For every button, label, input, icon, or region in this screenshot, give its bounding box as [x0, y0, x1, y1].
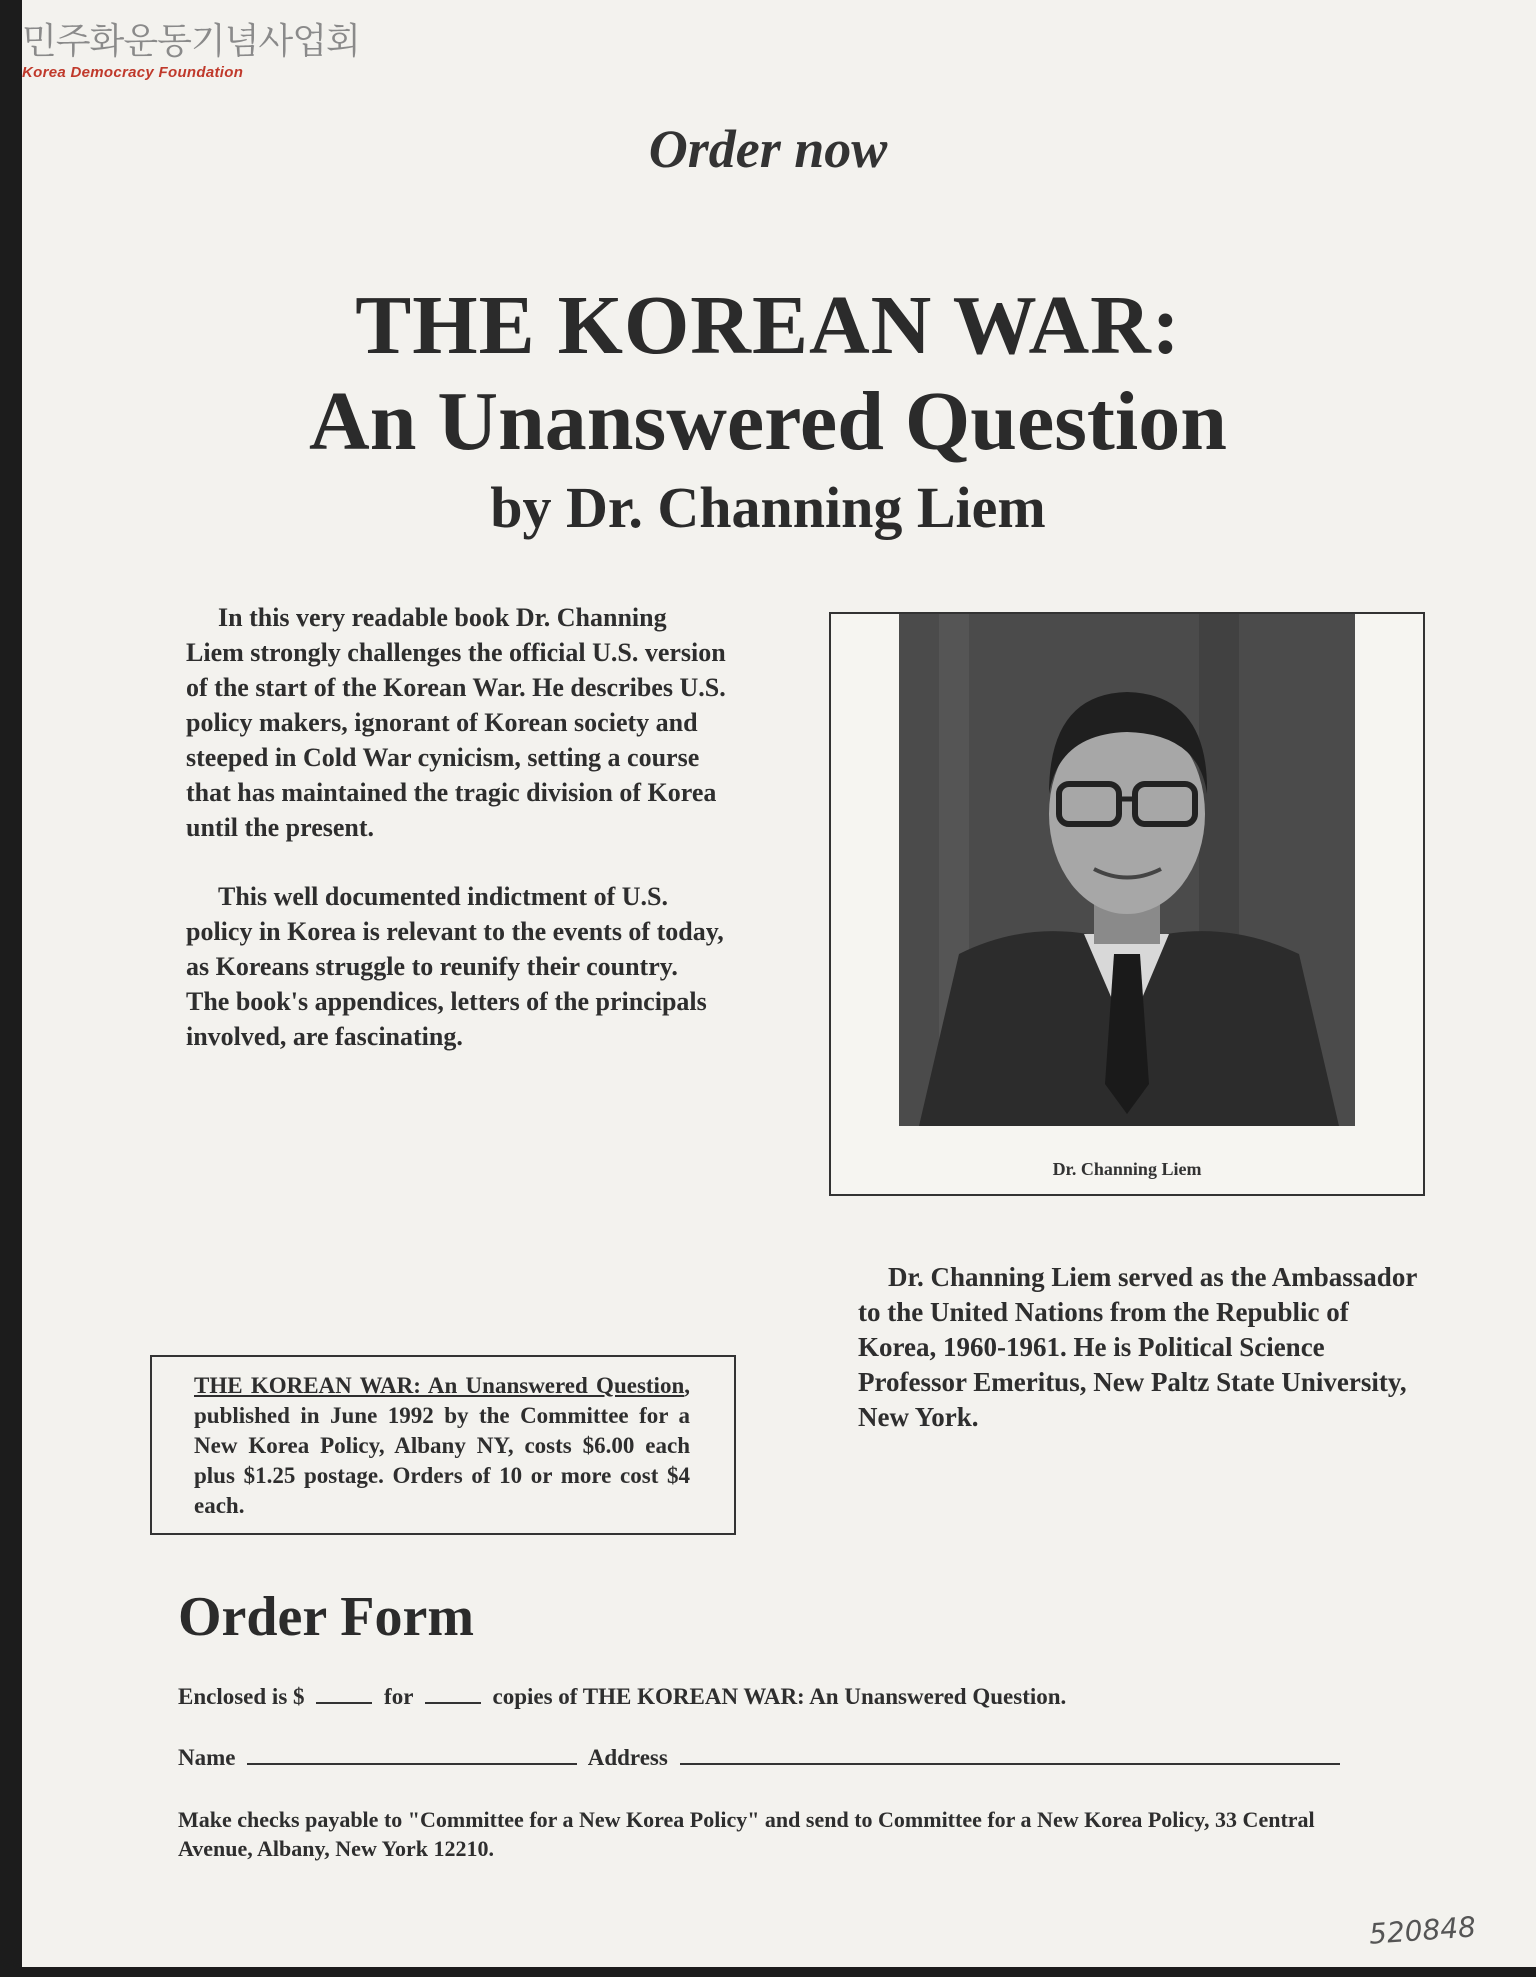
copies-label: copies of THE KOREAN WAR: An Unanswered Question.	[492, 1684, 1067, 1709]
publication-info-box	[150, 1355, 736, 1535]
order-now-heading: Order now	[648, 119, 888, 179]
book-title-line2: An Unanswered Question	[309, 375, 1227, 468]
name-field[interactable]	[247, 1745, 577, 1765]
for-label: for	[384, 1684, 413, 1709]
scan-bottom-edge	[0, 1967, 1536, 1977]
archive-number: 520848	[1368, 1910, 1478, 1951]
address-field[interactable]	[680, 1745, 1340, 1765]
watermark-korean: 민주화운동기념사업회	[22, 21, 360, 62]
author-bio-text: Dr. Channing Liem served as the Ambassador to the United Nations from the Republic of Korea, 1960-1961. He is Political Science Professor Emeritus, New Paltz State University, New York.	[858, 1262, 1417, 1432]
author-photo-frame	[829, 612, 1425, 1196]
photo-caption: Dr. Channing Liem	[1052, 1159, 1202, 1179]
amount-field[interactable]	[316, 1684, 372, 1704]
author-photo	[899, 614, 1355, 1126]
enclosed-line	[178, 1684, 1066, 1710]
foundation-watermark	[22, 22, 360, 81]
publication-details: , published in June 1992 by the Committee for a New Korea Policy, Albany NY, costs $6.00 each plus $1.25 postage. Orders of 10 or more cost $4 each.	[194, 1373, 690, 1518]
author-portrait-image	[899, 614, 1355, 1126]
name-label: Name	[178, 1745, 236, 1770]
description-paragraph-1: In this very readable book Dr. Channing Liem strongly challenges the official U.S. version of the start of the Korean War. He describes U.S. policy makers, ignorant of Korean society and steeped in Cold War cynicism, setting a course that has maintained the tragic division of Korea until the present.	[186, 603, 726, 842]
name-address-line	[178, 1745, 1346, 1771]
payment-instructions: Make checks payable to "Committee for a New Korea Policy" and send to Committee for a New Korea Policy, 33 Central Avenue, Albany, New York 12210.	[178, 1807, 1315, 1861]
book-title-line1: THE KOREAN WAR:	[355, 279, 1181, 372]
enclosed-label: Enclosed is $	[178, 1684, 305, 1709]
book-author: by Dr. Channing Liem	[490, 475, 1046, 540]
publication-title: THE KOREAN WAR: An Unanswered Question	[194, 1373, 685, 1398]
book-title-block	[0, 278, 1536, 546]
watermark-english: Korea Democracy Foundation	[22, 64, 244, 81]
order-form-title: Order Form	[178, 1586, 474, 1648]
description-paragraph-2: This well documented indictment of U.S. policy in Korea is relevant to the events of today, as Koreans struggle to reunify their country. The book's appendices, letters of the principals involved, are fascinating.	[186, 882, 724, 1051]
copies-field[interactable]	[425, 1684, 481, 1704]
book-description	[186, 600, 726, 1088]
author-bio	[858, 1260, 1418, 1435]
address-label: Address	[587, 1745, 668, 1770]
